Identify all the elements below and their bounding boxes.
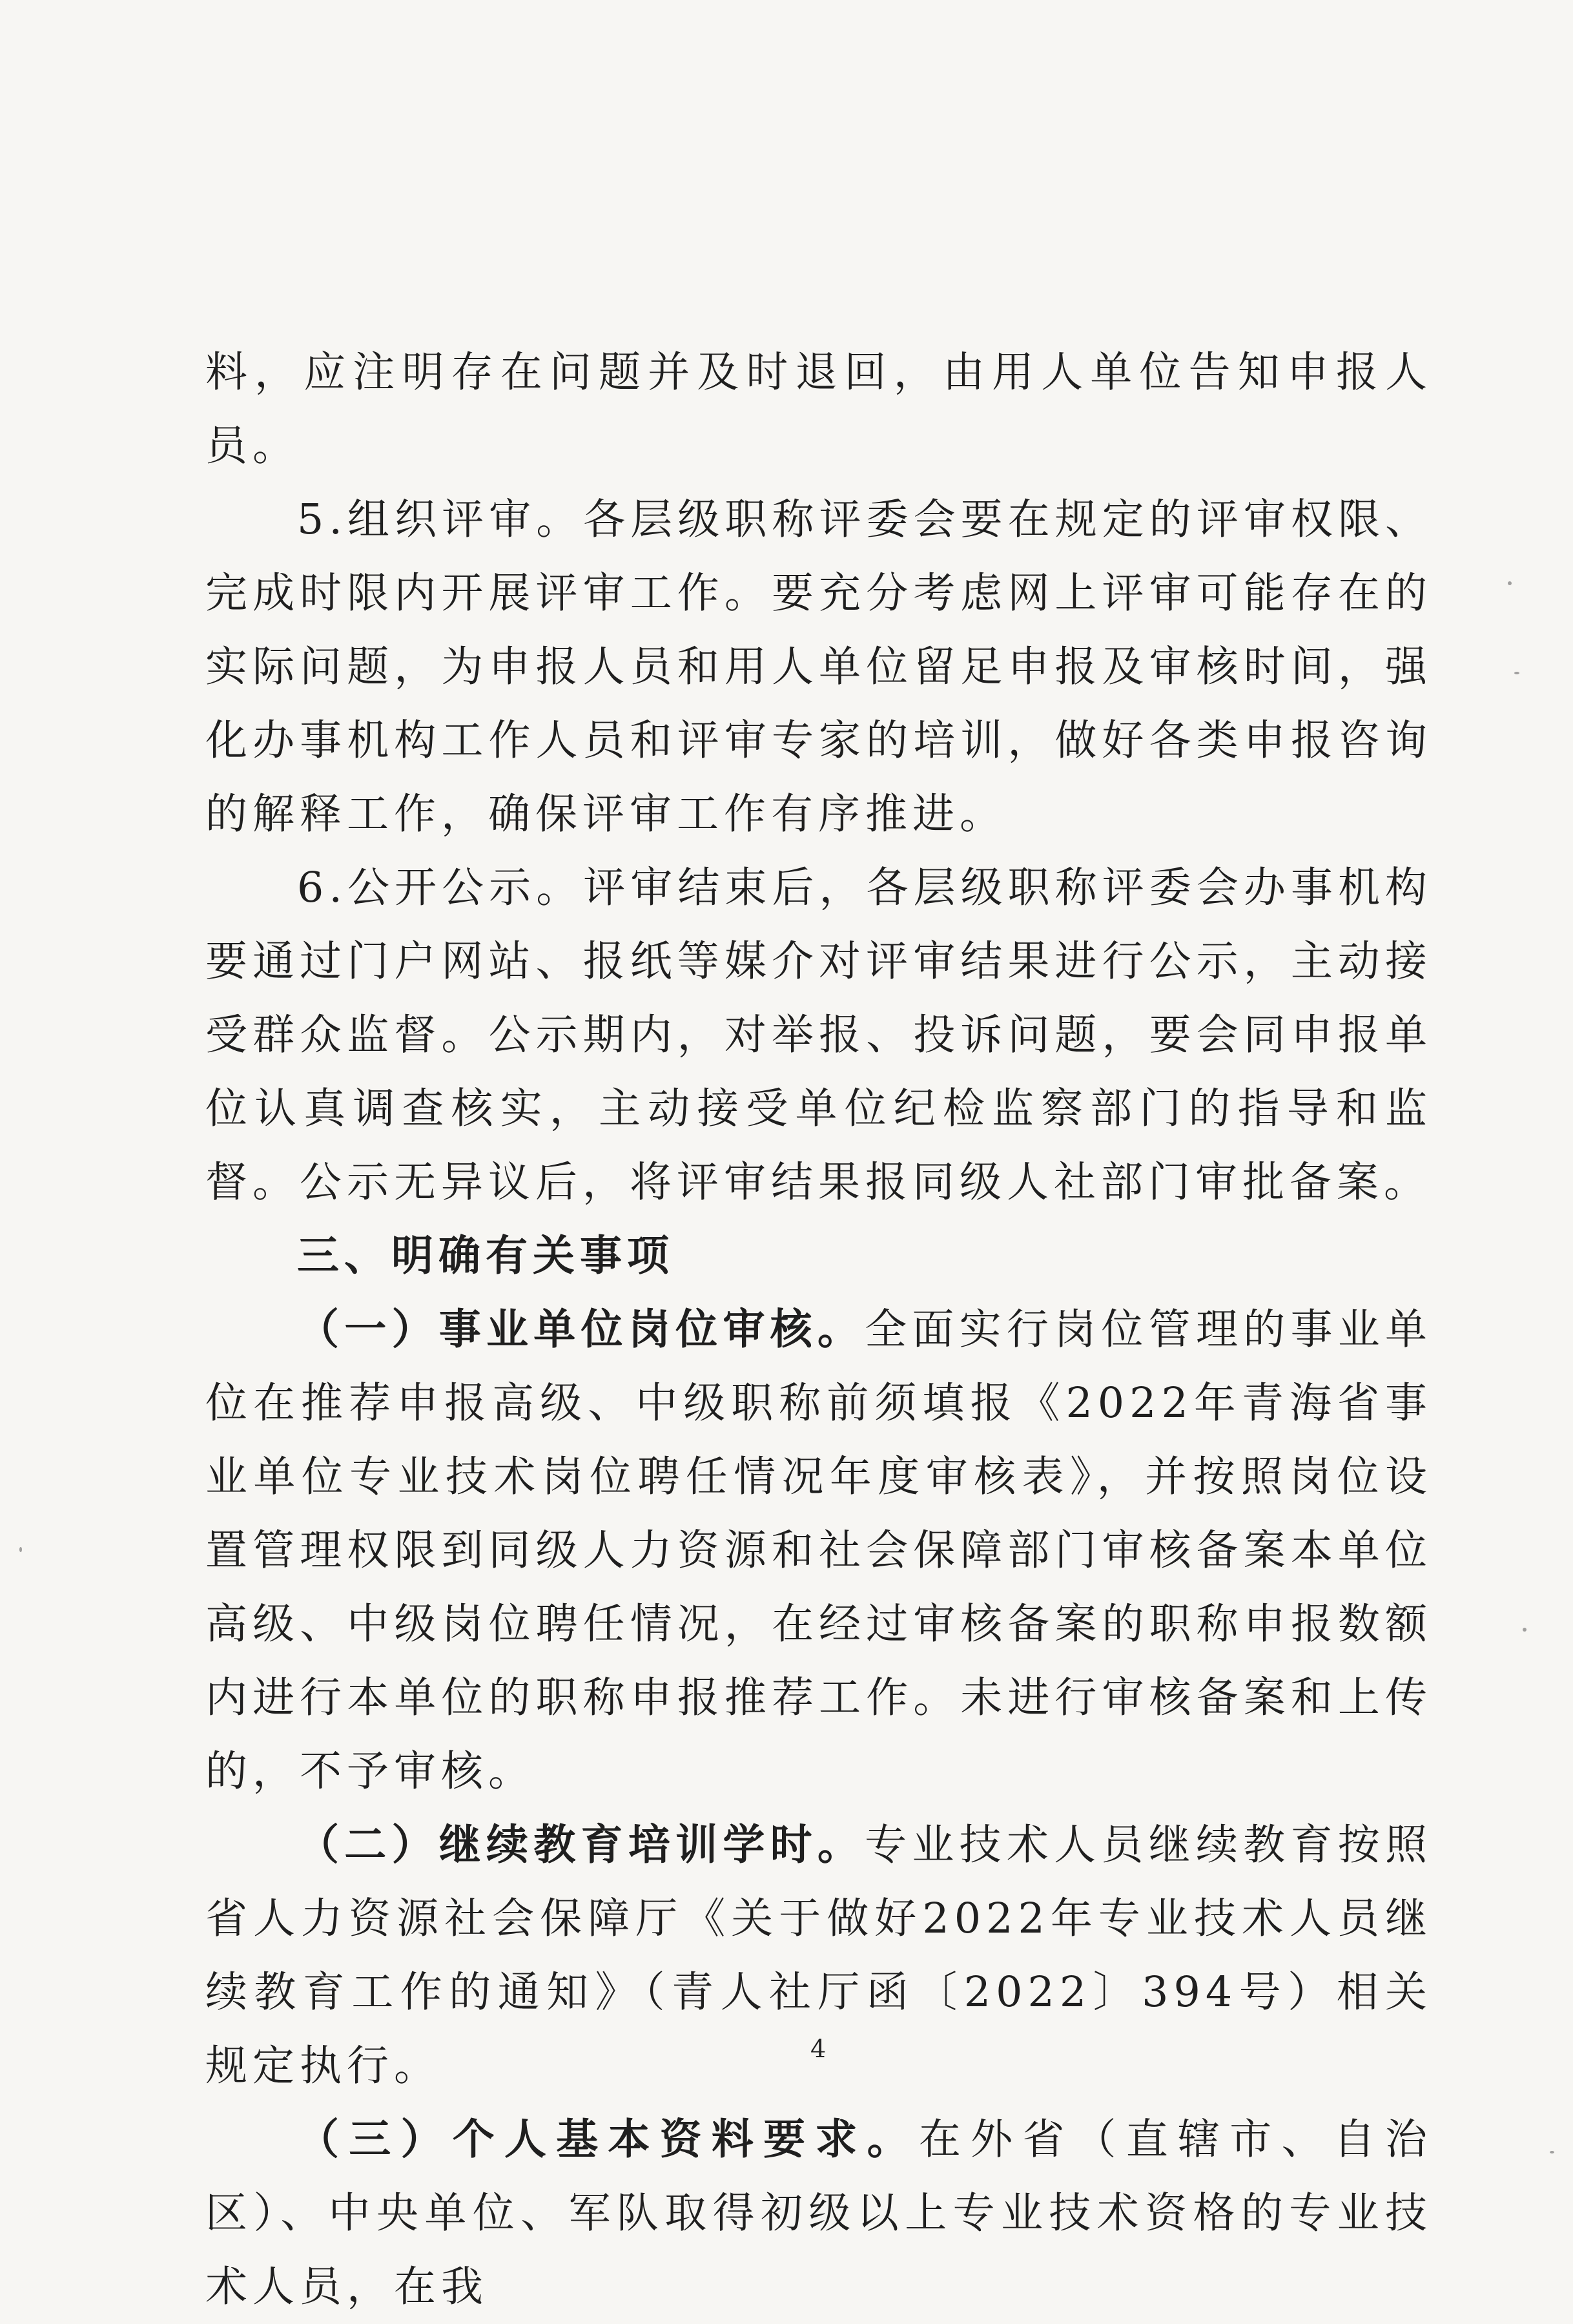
item-title: （一）事业单位岗位审核。 <box>297 1305 865 1354</box>
page-number: 4 <box>810 2035 827 2063</box>
item-title: （二）继续教育培训学时。 <box>297 1821 865 1869</box>
item-title: （三）个人基本资料要求。 <box>297 2115 919 2164</box>
section-heading: 三、明确有关事项 <box>297 1232 675 1280</box>
paragraph-continuation: 料，应注明存在问题并及时退回，由用人单位告知申报人员。 <box>205 348 1432 470</box>
paragraph-public-notice: 6.公开公示。评审结束后，各层级职称评委会办事机构要通过门户网站、报纸等媒介对评审结果进行公示，主动接受群众监督。公示期内，对举报、投诉问题，要会同申报单位认真调查核实，主动接受单位纪检监察部门的指导和监督。公示无异议后，将评审结果报同级人社部门审批备案。 <box>205 864 1432 1207</box>
item-personal-materials <box>205 2103 1432 2324</box>
scan-speck <box>19 1547 22 1552</box>
item-body: 在外省（直辖市、自治区）、中央单位、军队取得初级以上专业技术资格的专业技术人员，在我 <box>205 2115 1432 2311</box>
scan-speck <box>1508 581 1512 585</box>
scan-speck <box>1523 1628 1527 1632</box>
scan-speck <box>1550 2151 1554 2153</box>
item-body: 专业技术人员继续教育按照省人力资源社会保障厅《关于做好2022年专业技术人员继续教育工作的通知》（青人社厅函〔2022〕394号）相关规定执行。 <box>205 1821 1432 2090</box>
paragraph-organize-review: 5.组织评审。各层级职称评委会要在规定的评审权限、完成时限内开展评审工作。要充分考虑网上评审可能存在的实际问题，为申报人员和用人单位留足申报及审核时间，强化办事机构工作人员和评审专家的培训，做好各类申报咨询的解释工作，确保评审工作有序推进。 <box>205 495 1432 838</box>
item-body: 全面实行岗位管理的事业单位在推荐申报高级、中级职称前须填报《2022年青海省事业单位专业技术岗位聘任情况年度审核表》，并按照岗位设置管理权限到同级人力资源和社会保障部门审核备案本单位高级、中级岗位聘任情况，在经过审核备案的职称申报数额内进行本单位的职称申报推荐工作。未进行审核备案和上传的，不予审核。 <box>205 1305 1432 1796</box>
item-position-review <box>205 1293 1432 1809</box>
scan-speck <box>1514 672 1519 674</box>
document-body <box>205 336 1432 2324</box>
